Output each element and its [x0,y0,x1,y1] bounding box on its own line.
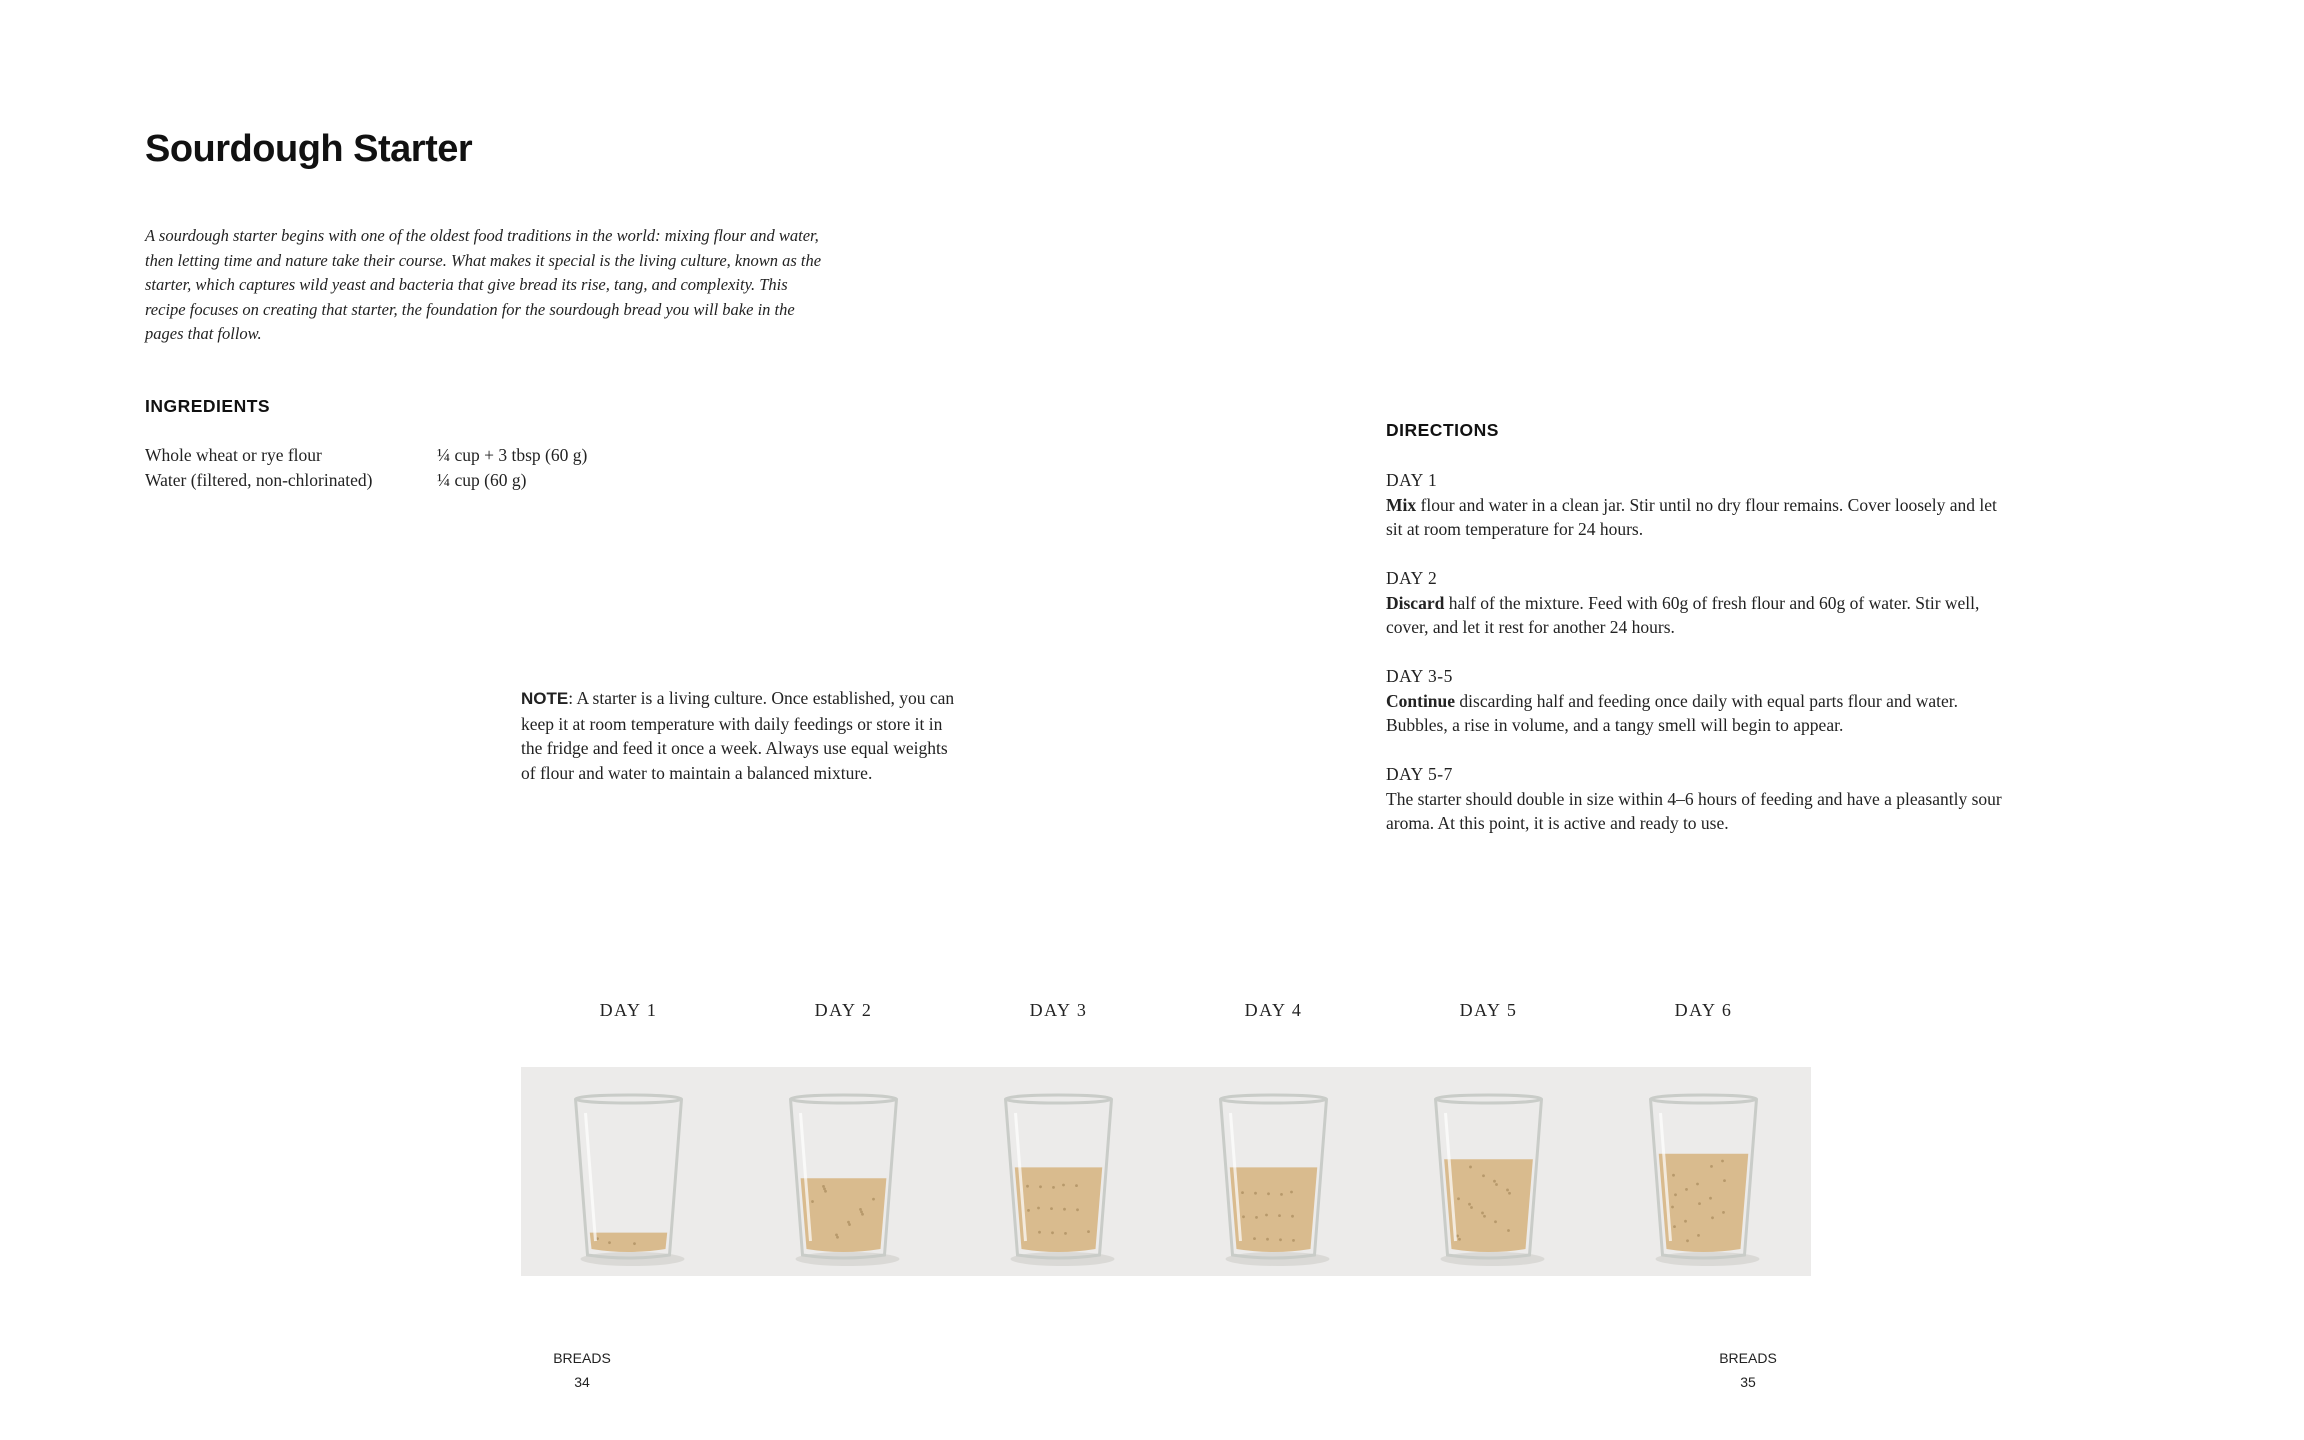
starter-bubble [823,1187,826,1190]
ingredient-amount: ¼ cup + 3 tbsp (60 g) [437,445,588,465]
starter-progress-gallery [521,1000,1811,1276]
step-verb: Mix [1386,494,1417,515]
starter-bubble [1470,1206,1473,1209]
starter-bubble [860,1210,863,1213]
starter-bubble [1075,1184,1078,1187]
starter-bubble [861,1213,864,1216]
ingredients-list [145,443,587,492]
starter-bubble [824,1190,827,1193]
step-body [1386,591,2006,640]
starter-bubble [1290,1191,1293,1194]
starter-bubble [1265,1214,1268,1217]
starter-bubble [1711,1216,1714,1219]
starter-bubble [1253,1237,1256,1240]
starter-bubble [1508,1192,1511,1195]
step-body [1386,493,2006,542]
starter-bubble [1062,1184,1065,1187]
note-label: NOTE [521,689,569,708]
starter-bubble [1039,1185,1042,1188]
starter-bubble [1723,1179,1726,1182]
step-body [1386,787,2006,836]
starter-bubble [847,1221,850,1224]
footer-left [532,1346,632,1394]
starter-bubble [1064,1232,1067,1235]
ingredient-row [145,468,587,493]
gallery-day-label: DAY 4 [1244,1000,1303,1020]
starter-fill [1659,1154,1749,1252]
starter-bubble [1483,1215,1486,1218]
starter-bubble [1267,1192,1270,1195]
ingredient-name: Water (filtered, non-chlorinated) [145,469,373,490]
starter-bubble [1671,1206,1674,1209]
footer-right [1698,1346,1798,1394]
starter-bubble [1027,1209,1030,1212]
starter-bubble [1697,1234,1700,1237]
starter-bubble [1051,1231,1054,1234]
gallery-day-label: DAY 5 [1459,1000,1518,1020]
gallery-day-label: DAY 2 [814,1000,873,1020]
note-box [521,686,961,785]
starter-jar-photo [1381,1067,1596,1276]
starter-fill [590,1233,667,1252]
starter-bubble [1255,1216,1258,1219]
step-day: DAY 1 [1386,470,1438,490]
starter-bubble [1280,1193,1283,1196]
starter-bubble [1292,1239,1295,1242]
ingredient-row [145,443,587,468]
starter-bubble [1493,1180,1496,1183]
starter-bubble [1507,1229,1510,1232]
starter-bubble [1026,1185,1029,1188]
starter-bubble [1457,1197,1460,1200]
starter-bubble [1279,1238,1282,1241]
starter-bubble [1038,1231,1041,1234]
step-verb: Continue [1386,690,1456,711]
starter-fill [1230,1167,1317,1252]
starter-fill [1444,1159,1533,1252]
starter-bubble [1266,1238,1269,1241]
starter-jar-photo [951,1067,1166,1276]
direction-step [1386,468,2006,542]
starter-bubble [1242,1215,1245,1218]
starter-bubble [1710,1165,1713,1168]
starter-bubble [848,1223,851,1226]
starter-bubble [1722,1211,1725,1214]
starter-bubble [1684,1220,1687,1223]
footer-section: BREADS [553,1350,611,1366]
starter-bubble [1037,1207,1040,1210]
starter-bubble [1698,1202,1701,1205]
step-text: discarding half and feeding once daily with equal parts flour and water. Bubbles, a rise in volume, and a tangy smell will begin to appear. [1386,690,1959,735]
page-number: 35 [1740,1374,1756,1390]
starter-bubble [836,1236,839,1239]
starter-jar-photo [1596,1067,1811,1276]
starter-bubble [1468,1203,1471,1206]
starter-bubble [1241,1191,1244,1194]
step-day: DAY 5-7 [1386,764,1453,784]
step-day: DAY 2 [1386,568,1438,588]
step-day: DAY 3-5 [1386,666,1453,686]
starter-bubble [1673,1225,1676,1228]
gallery-day-label: DAY 3 [1029,1000,1088,1020]
starter-bubble [1278,1214,1281,1217]
starter-bubble [1709,1197,1712,1200]
step-text: flour and water in a clean jar. Stir until no dry flour remains. Cover loosely and let sit at room temperature for 24 hours. [1386,494,1997,539]
gallery-day-label: DAY 1 [599,1000,658,1020]
starter-bubble [1050,1207,1053,1210]
starter-bubble [1672,1174,1675,1177]
starter-bubble [1469,1166,1472,1169]
directions-list [1386,468,2006,860]
ingredients-heading: INGREDIENTS [145,396,271,416]
starter-bubble [633,1242,636,1245]
directions-heading: DIRECTIONS [1386,420,1499,440]
starter-bubble [1686,1239,1689,1242]
starter-bubble [1063,1208,1066,1211]
starter-jar-photo [736,1067,951,1276]
page-number: 34 [574,1374,590,1390]
gallery-photos [521,1067,1811,1276]
starter-bubble [1721,1160,1724,1163]
starter-bubble [1087,1230,1090,1233]
ingredient-name: Whole wheat or rye flour [145,445,322,465]
step-text: half of the mixture. Feed with 60g of fresh flour and 60g of water. Stir well, cover, and let it rest for another 24 hours. [1386,592,1980,637]
footer-section: BREADS [1719,1350,1777,1366]
starter-bubble [1696,1183,1699,1186]
starter-bubble [1458,1238,1461,1241]
starter-jar-photo [1166,1067,1381,1276]
starter-bubble [608,1241,611,1244]
starter-bubble [1254,1192,1257,1195]
starter-bubble [822,1185,825,1188]
starter-bubble [835,1233,838,1236]
starter-fill [801,1178,887,1252]
note-text: : A starter is a living culture. Once established, you can keep it at room temperature with daily feedings or store it in the fridge and feed it once a week. Always use equal weights of flour and water to maintain a balanced mixture. [521,688,955,783]
direction-step [1386,566,2006,640]
starter-bubble [1052,1186,1055,1189]
starter-bubble [1674,1193,1677,1196]
starter-bubble [1481,1212,1484,1215]
step-verb: Discard [1386,592,1445,613]
starter-bubble [872,1198,875,1201]
starter-bubble [1494,1220,1497,1223]
direction-step [1386,664,2006,738]
starter-bubble [1685,1188,1688,1191]
starter-jar-photo [521,1067,736,1276]
ingredient-amount: ¼ cup (60 g) [437,469,527,490]
starter-bubble [1076,1208,1079,1211]
gallery-day-labels [521,1000,1811,1021]
direction-step [1386,762,2006,836]
intro-paragraph: A sourdough starter begins with one of the oldest food traditions in the world: mixing flour and water, then letting time and nature take their course. What makes it special is the living culture, known as the starter, which captures wild yeast and bacteria that give bread its rise, tang, and complexity. This recipe focuses on creating that starter, the foundation for the sourdough bread you will bake in the pages that follow. [145,226,822,343]
step-body [1386,689,2006,738]
starter-bubble [1495,1183,1498,1186]
starter-bubble [1482,1174,1485,1177]
gallery-day-label: DAY 6 [1674,1000,1733,1020]
starter-bubble [1291,1215,1294,1218]
starter-bubble [859,1208,862,1211]
step-text: The starter should double in size within 4–6 hours of feeding and have a pleasantly sour aroma. At this point, it is active and ready to use. [1386,788,2002,833]
starter-bubble [811,1200,814,1203]
page-title: Sourdough Starter [145,128,473,170]
starter-bubble [1506,1189,1509,1192]
